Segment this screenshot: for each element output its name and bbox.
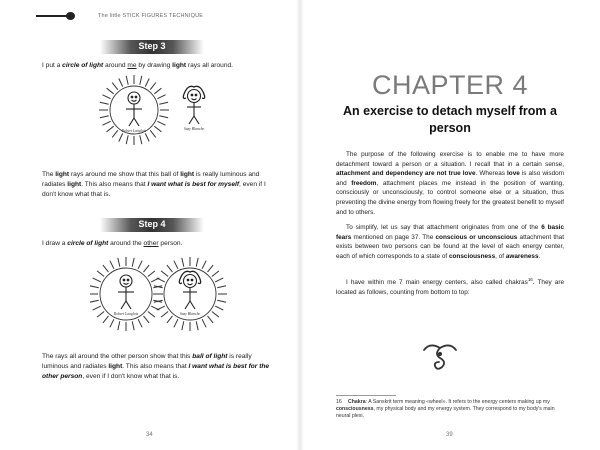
step-3-banner — [100, 40, 204, 54]
running-header — [36, 12, 203, 20]
other-figure-label: Suzy Blanche — [179, 312, 201, 316]
footnote — [336, 399, 564, 420]
step-4-intro: I draw a circle of light around the other person. — [42, 240, 183, 247]
other-figure-label: Suzy Blanche — [183, 127, 205, 131]
footnote-rule — [336, 395, 396, 396]
footnote-text: Chakra: A Sanskrit term meaning «wheel». It refers to the energy centers making up my consciousness, my physical body and my energy system. They correspond to my body's main neural plexi. — [336, 399, 555, 419]
matchstick-icon — [36, 12, 76, 20]
step-4-banner — [100, 218, 204, 232]
step-4-explanation: The rays all around the other person show that this ball of light is really luminous and radiates light. This also means that I want what is best for the other person, even if I don't know what that is. — [42, 353, 270, 380]
paragraph-1: The purpose of the following exercise is to enable me to have more detachment toward a person or a situation. I recall that in a certain sense, attachment and dependency are not true love. Whereas love is also wisdom and freedom, attachment places me instead in the position of wanting, consciously or unconsciously, to control someone else or a situation, thus preventing the divine energy from flowing freely for the greatest benefit to myself and to others. — [336, 151, 565, 216]
self-stick-figure-icon — [126, 92, 142, 126]
paragraph-3: I have within me 7 main energy centers, also called chakras$^{16}$. They are located as follows, counting from bottom to top: — [336, 277, 564, 296]
step-3-explanation: The light rays around me show that this ball of light is really luminous and radiates light. This also means that I want what is best for myself, even if I don't know what that is. — [42, 171, 266, 198]
spiral-ornament-icon — [420, 340, 460, 376]
self-figure-label: Robert Langlois — [121, 129, 147, 133]
section-title: An exercise to detach myself from a person — [343, 104, 557, 135]
footnote-number: 16 — [336, 399, 342, 405]
step-4-illustration — [90, 254, 230, 338]
self-figure-label: Robert Langlois — [113, 312, 139, 316]
paragraph-2: To simplify, let us say that attachment originates from one of the 6 basic fears mentioned on page 37. The conscious or unconscious attachment that exists between two persons can be found at the level of each energy center, each of which corresponds to a state of consciousness, of awareness. — [336, 224, 565, 260]
other-stick-figure-icon — [183, 86, 204, 124]
step-3-intro: I put a circle of light around me by drawing light rays all around. — [42, 62, 233, 69]
chapter-heading: CHAPTER 4 — [371, 70, 529, 100]
left-page-number: 34 — [146, 432, 153, 438]
step-4-label: Step 4 — [138, 219, 166, 229]
step-3-illustration — [94, 74, 224, 150]
right-page-number: 39 — [446, 432, 453, 438]
other-stick-figure-icon — [179, 271, 200, 309]
step-3-label: Step 3 — [138, 41, 166, 51]
book-gutter — [296, 0, 304, 450]
running-title: The little STICK FIGURES TECHNIQUE — [98, 13, 204, 19]
self-stick-figure-icon — [118, 275, 134, 309]
